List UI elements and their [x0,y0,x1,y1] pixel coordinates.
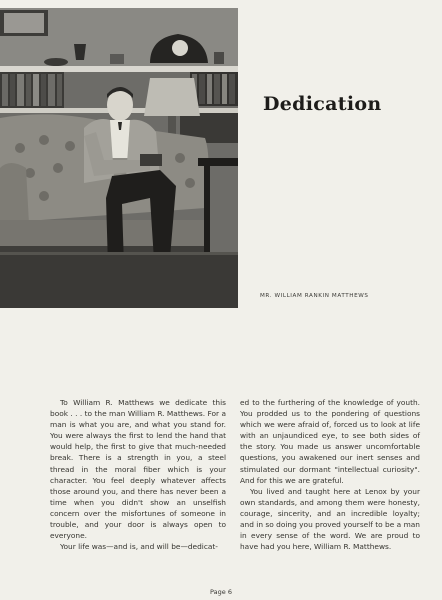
body-column-left [50,397,226,552]
portrait-illustration [0,8,238,308]
page-title: Dedication [263,93,382,115]
photo-caption: MR. WILLIAM RANKIN MATTHEWS [260,293,369,299]
body-column-right [240,397,420,552]
portrait-photo [0,8,238,308]
body-paragraph: ed to the furthering of the knowledge of youth. You prodded us to the pondering of questions which we were afraid of, forced us to look at life with an unjaundiced eye, to see both sides of the story. You made us answer uncomfortable questions, you awakened our inert senses and stimulated our dormant "intellectual curiosity". And for this we are grateful. [240,398,420,485]
body-paragraph: You lived and taught here at Lenox by your own standards, and among them were honesty, courage, sincerity, and an incredible loyalty; and in so doing you proved yourself to be a man in every sense of the word. We are proud to have had you here, William R. Matthews. [240,486,420,552]
page-number: Page 6 [210,588,232,596]
body-paragraph: To William R. Matthews we dedicate this book . . . to the man William R. Matthews. For a man is what you are, and what you stand for. You were always the first to lend the hand that would help, the first to give that much-needed break. There is a strength in you, a steel thread in the moral fiber which is your character. You feel deeply whatever affects those around you, and there has never been a time when you didn't show an unselfish concern over the misfortunes of someone in trouble, and your door is always open to everyone. [50,398,226,541]
body-paragraph: Your life was—and is, and will be—dedicat- [60,542,218,552]
